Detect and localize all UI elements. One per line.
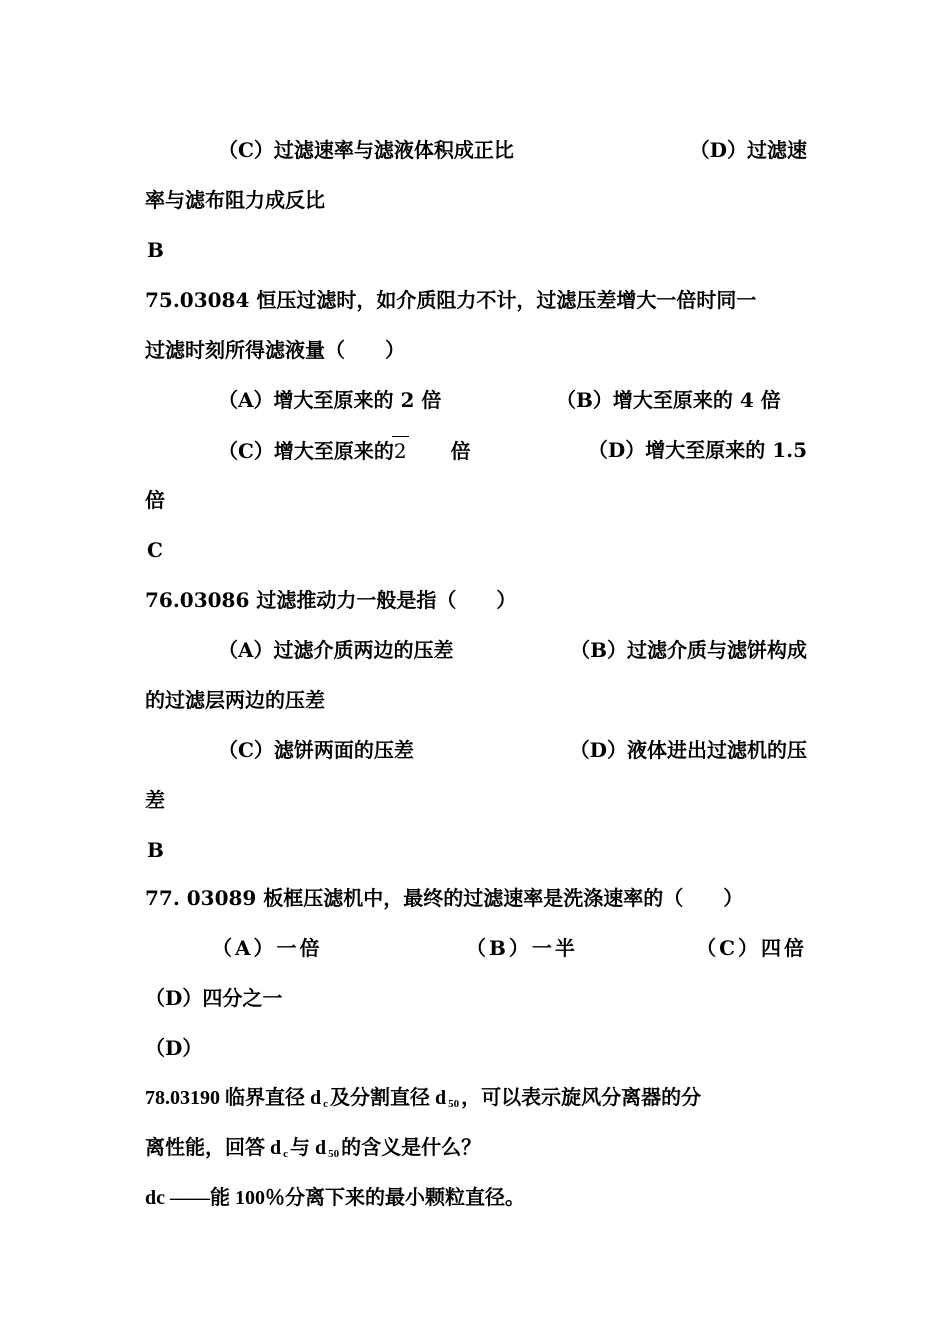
q75-stem-line-2: 过滤时刻所得滤液量（ ） <box>145 338 405 362</box>
q76-stem: 76.03086 过滤推动力一般是指（ ） <box>145 588 517 612</box>
subscript-50: 50 <box>448 1098 460 1110</box>
q74-options-cd <box>218 136 807 164</box>
q76-option-c: （C）滤饼两面的压差 <box>218 738 414 762</box>
q78-stem-text-a: 78.03190 临界直径 d <box>145 1087 322 1109</box>
q78-answer-line: dc ——能 100％分离下来的最小颗粒直径。 <box>145 1187 525 1209</box>
q77-options-abc <box>212 934 807 962</box>
q75-options-ab <box>218 386 807 414</box>
q75-answer: C <box>147 538 163 562</box>
q75-option-b: （B）增大至原来的 4 倍 <box>556 388 781 412</box>
q75-option-d-continued: 倍 <box>145 488 165 512</box>
q77-stem: 77. 03089 板框压滤机中，最终的过滤速率是洗涤速率的（ ） <box>145 886 744 910</box>
q75-option-d: （D）增大至原来的 1.5 <box>587 438 807 462</box>
q76-options-ab <box>218 636 807 664</box>
subscript-c: c <box>323 1098 329 1110</box>
q77-option-c: （C）四倍 <box>696 936 807 960</box>
q77-option-b: （B）一半 <box>466 936 578 960</box>
q77-option-d: （D）四分之一 <box>145 986 283 1010</box>
q78-stem-line-1 <box>145 1084 807 1118</box>
q76-option-d-continued: 差 <box>145 788 165 812</box>
q78-stem-text-b: 及分割直径 d <box>330 1087 447 1109</box>
q75-option-c <box>218 439 471 463</box>
q75-stem-line-1: 75.03084 恒压过滤时，如介质阻力不计，过滤压差增大一倍时同一 <box>145 288 757 312</box>
q78-stem2-text-a: 离性能，回答 d <box>145 1137 282 1159</box>
q74-answer: B <box>147 238 164 262</box>
q75-option-c-radicand: 2 <box>393 439 407 463</box>
subscript-50: 50 <box>328 1148 340 1160</box>
q75-option-a: （A）增大至原来的 2 倍 <box>218 388 442 412</box>
q78-stem2-text-b: 与 d <box>290 1137 327 1159</box>
subscript-c: c <box>283 1148 289 1160</box>
q78-stem-text-c: ，可以表示旋风分离器的分 <box>461 1087 702 1109</box>
q76-options-cd <box>218 736 807 764</box>
sqrt-symbol <box>392 436 409 465</box>
q74-option-d: （D）过滤速 <box>689 138 807 162</box>
q76-option-a: （A）过滤介质两边的压差 <box>218 638 454 662</box>
q75-option-c-prefix: （C）增大至原来的 <box>218 439 394 463</box>
q75-options-cd <box>218 436 807 465</box>
q74-option-d-continued: 率与滤布阻力成反比 <box>145 188 325 212</box>
q76-option-b: （B）过滤介质与滤饼构成 <box>570 638 807 662</box>
q77-option-a: （A）一倍 <box>212 936 323 960</box>
q76-answer: B <box>147 838 164 862</box>
q76-option-d: （D）液体进出过滤机的压 <box>569 738 807 762</box>
q78-stem2-text-c: 的含义是什么？ <box>341 1137 482 1159</box>
q78-stem-line-2 <box>145 1134 807 1168</box>
q76-option-b-continued: 的过滤层两边的压差 <box>145 688 325 712</box>
q75-option-c-suffix: 倍 <box>450 439 471 463</box>
q74-option-c: （C）过滤速率与滤液体积成正比 <box>218 138 514 162</box>
q77-answer: （D） <box>145 1036 203 1060</box>
